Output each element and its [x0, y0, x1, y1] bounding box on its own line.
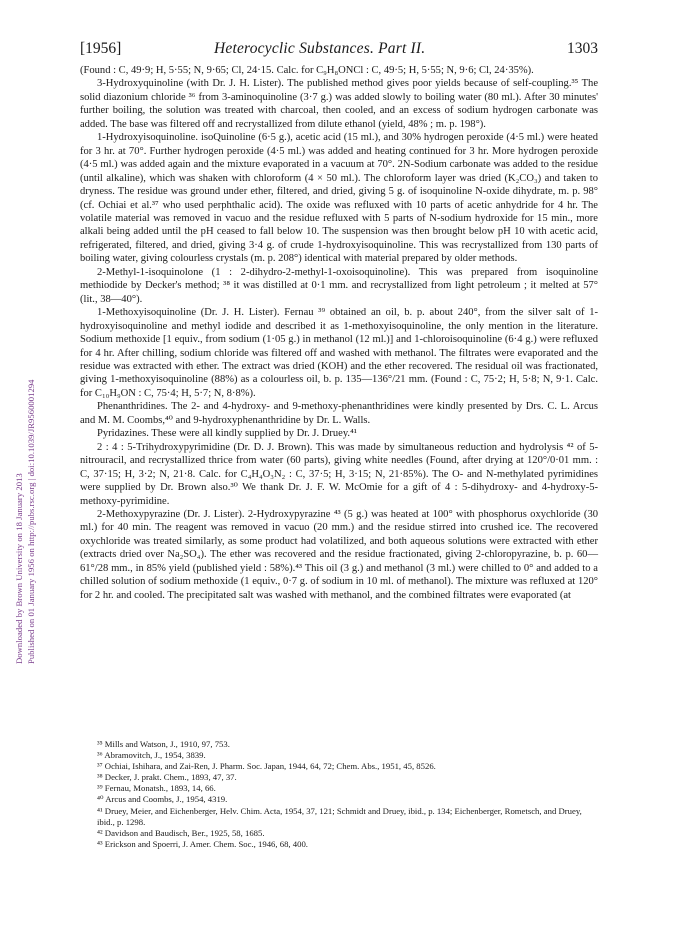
paragraph-phenanthridines: Phenanthridines. The 2- and 4-hydroxy- and 9-methoxy-phenanthridines were kindly presented by Drs. C. L. Arcus and M. M. Coombs,⁴⁰ and 9-hydroxyphenanthridine by Dr. L. Walls. — [80, 401, 598, 426]
paragraph-trihydroxypyrimidine: 2 : 4 : 5-Trihydroxypyrimidine (Dr. D. J. Brown). This was made by simultaneous reduction and hydrolysis ⁴² of 5-nitrouracil, and recrystallized thrice from water (60 parts), giving white needles (Found, after drying at 120°/0·01 mm. : C, 37·15; H, 3·2; N, 21·8. Calc. for C₄H₄O₃N₂ : C, 37·5; H, 3·15; N, 21·85%). The O- and N-methylated pyrimidines were supplied by Dr. Brown also.³⁰ We thank Dr. J. F. W. McOmie for a gift of 4 : 5-dihydroxy- and 4-hydroxy-5-methoxy-pyrimidine. — [80, 441, 598, 507]
download-notice: Downloaded by Brown University on 18 January 2013 — [14, 473, 24, 664]
footnotes — [80, 739, 598, 850]
paragraph-1-hydroxyisoquinoline: 1-Hydroxyisoquinoline. isoQuinoline (6·5 g.), acetic acid (15 ml.), and 30% hydrogen peroxide (4·5 ml.) were heated for 3 hr. at 70°. Further hydrogen peroxide (4·5 ml.) was added and heating continued for 3 hr. More hydrogen peroxide (4·5 ml.) was added again and the mixture evaporated in a vacuum at 70°. 2N-Sodium carbonate was added to the residue (until alkaline), which was shaken with chloroform (4 × 50 ml.). The chloroform layer was dried (K₂CO₃) and taken to dryness. The residue was ground under ether, filtered, and dried, giving 5 g. of isoquinoline N-oxide dihydrate, m. p. 98° (cf. Ochiai et al.³⁷ who used perphthalic acid). The oxide was refluxed with 10 parts of acetic anhydride for 4 hr. The volatile material was removed in vacuo and the residue refluxed with 5 parts of N-sodium hydroxide for 15 min., more alkali being added until the pH ceased to fall below 10. The suspension was then brought below pH 10 with acetic acid, refrigerated, filtered, and dried, giving 3·4 g. of crude 1-hydroxyisoquinoline. This was recrystallized from 130 parts of boiling water, giving colourless crystals (m. p. 208°) identical with material prepared by older methods. — [80, 132, 598, 265]
publication-notice: Published on 01 January 1956 on http://pubs.rsc.org | doi:10.1039/JR9560001294 — [26, 379, 36, 664]
footnote: ⁴⁰ Arcus and Coombs, J., 1954, 4319. — [97, 794, 228, 805]
page-number: 1303 — [567, 40, 598, 57]
footnote: ³⁷ Ochiai, Ishihara, and Zai-Ren, J. Pharm. Soc. Japan, 1944, 64, 72; Chem. Abs., 1951, 45, 8526. — [97, 761, 436, 772]
paragraph-3-hydroxyquinoline: 3-Hydroxyquinoline (with Dr. J. H. Lister). The published method gives poor yields because of self-coupling.³⁵ The solid diazonium chloride ³⁶ from 3-aminoquinoline (3·7 g.) was added slowly to boiling water (80 ml.). After 30 minutes' further boiling, the solution was treated with charcoal, then cooled, and an excess of sodium hydrogen carbonate was added. The base was filtered off and recrystallized from dilute ethanol (yield, 48% ; m. p. 198°). — [80, 78, 598, 130]
footnote: ⁴³ Erickson and Spoerri, J. Amer. Chem. Soc., 1946, 68, 400. — [97, 838, 308, 849]
article-body — [80, 64, 598, 602]
paragraph-pyridazines: Pyridazines. These were all kindly supplied by Dr. J. Druey.⁴¹ — [97, 428, 357, 440]
paragraph-1-methoxyisoquinoline: 1-Methoxyisoquinoline (Dr. J. H. Lister). Fernau ³⁹ obtained an oil, b. p. about 240°, from the silver salt of 1-hydroxyisoquinoline and methyl iodide and described it as 1-methoxyisoquinoline, the only mention in the literature. Sodium methoxide [1 equiv., from sodium (1·05 g.) in methanol (12 ml.)] and 1-chloroisoquinoline (6·4 g.) were refluxed for 4 hr. After chilling, sodium chloride was filtered off and washed with methanol. The filtrates were evaporated and the residue was extracted with ether. The extract was dried (KOH) and the ether recovered. The residual oil was fractionated, giving 1-methoxyisoquinoline (88%) as a colourless oil, b. p. 135—136°/21 mm. (Found : C, 75·2; H, 5·8; N, 9·1. Calc. for C₁₀H₉ON : C, 75·4; H, 5·7; N, 8·8%). — [80, 307, 598, 399]
running-header — [80, 40, 598, 60]
paragraph-analysis: (Found : C, 49·9; H, 5·55; N, 9·65; Cl, 24·15. Calc. for C₉H₈ONCl : C, 49·5; H, 5·55; N, 9·6; Cl, 24·35%). — [80, 65, 534, 76]
footnote: ⁴² Davidson and Baudisch, Ber., 1925, 58, 1685. — [97, 827, 265, 838]
header-title: Heterocyclic Substances. Part II. — [214, 40, 426, 57]
paragraph-2-methoxypyrazine: 2-Methoxypyrazine (Dr. J. Lister). 2-Hydroxypyrazine ⁴³ (5 g.) was heated at 100° with phosphorus oxychloride (30 ml.) for 40 min. The reagent was removed in vacuo (20 mm.) and the residue stirred into crushed ice. The recovered oxychloride was treated similarly, as some product had volatilized, and both aqueous solutions were extracted with ether (extracts dried over Na₂SO₄). The ether was recovered and the residue fractionated, giving 2-chloropyrazine, b. p. 60—61°/28 mm., in 85% yield (published yield : 58%).⁴³ This oil (3 g.) and methanol (3 ml.) were chilled to 0° and added to a chilled solution of sodium methoxide (1 equiv., 0·7 g. of sodium in 10 ml. of methanol). The mixture was refluxed at 120° for 2 hr. and cooled. The precipitated salt was washed with methanol, and the combined filtrates were evaporated (at — [80, 508, 598, 601]
header-year: [1956] — [80, 40, 122, 57]
footnote: ³⁶ Abramovitch, J., 1954, 3839. — [97, 750, 206, 761]
footnote: ³⁵ Mills and Watson, J., 1910, 97, 753. — [97, 739, 230, 749]
paragraph-2-methyl-1-isoquinolone: 2-Methyl-1-isoquinolone (1 : 2-dihydro-2-methyl-1-oxoisoquinoline). This was prepared from isoquinoline methiodide by Decker's method; ³⁸ it was distilled at 0·1 mm. and recrystallized from light petroleum ; it melted at 57° (lit., 38—40°). — [80, 266, 598, 305]
footnote: ³⁹ Fernau, Monatsh., 1893, 14, 66. — [97, 783, 216, 794]
footnote: ⁴¹ Druey, Meier, and Eichenberger, Helv. Chim. Acta, 1954, 37, 121; Schmidt and Druey, ibid., p. 134; Eichenberger, Rometsch, and Druey, ibid., p. 1298. — [97, 805, 582, 827]
footnote: ³⁸ Decker, J. prakt. Chem., 1893, 47, 37. — [97, 772, 237, 783]
